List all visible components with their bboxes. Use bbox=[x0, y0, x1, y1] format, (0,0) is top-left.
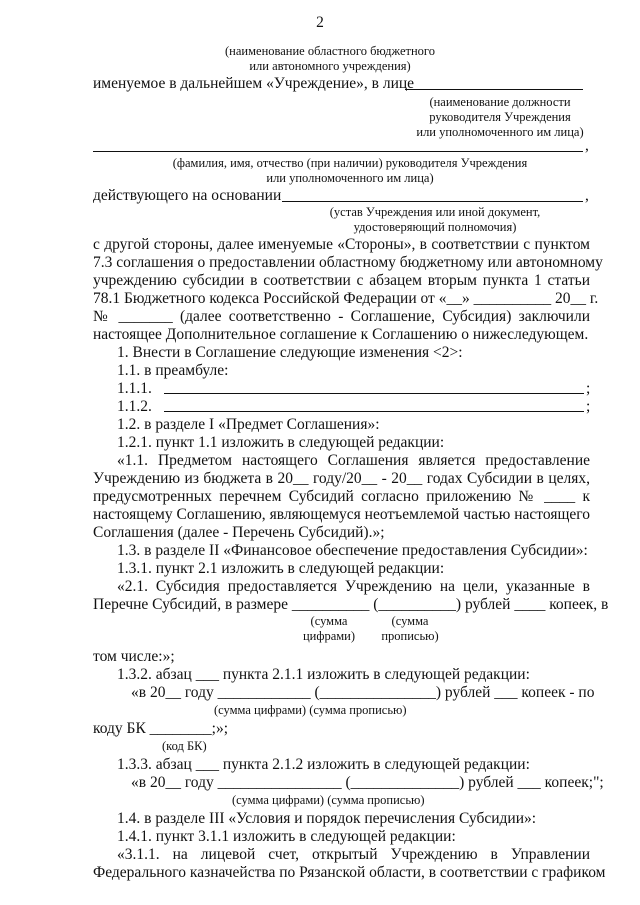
item-1-1-2-blank[interactable] bbox=[164, 411, 584, 412]
basis-blank[interactable] bbox=[282, 201, 583, 202]
item-1-3-2: 1.3.2. абзац ___ пункта 2.1.1 изложить в следующей редакции: bbox=[117, 666, 530, 683]
clause-3-1-1-line: Федерального казначейства по Рязанской области, в соответствии с графиком bbox=[93, 864, 606, 881]
position-caption-1: (наименование должности bbox=[429, 95, 571, 109]
item-1-1-1-semicolon: ; bbox=[586, 380, 591, 397]
item-1-2: 1.2. в разделе I «Предмет Соглашения»: bbox=[117, 416, 380, 433]
named-line: именуемое в дальнейшем «Учреждение», в лице bbox=[93, 75, 415, 92]
item-1-3-3-caption: (сумма цифрами) (сумма прописью) bbox=[232, 793, 425, 807]
kbk-caption: (код БК) bbox=[162, 739, 207, 753]
basis-caption-2: удостоверяющий полномочия) bbox=[353, 220, 517, 234]
item-1-1-1: 1.1.1. bbox=[117, 380, 152, 397]
fio-comma: , bbox=[585, 137, 589, 154]
clause-1-1-line: Учреждению из бюджета в 20__ году/20__ - 20__ годах Субсидии в целях, bbox=[93, 470, 590, 487]
fio-caption-1: (фамилия, имя, отчество (при наличии) руководителя Учреждения bbox=[172, 156, 528, 170]
fio-blank[interactable] bbox=[93, 151, 583, 152]
clause-1-1-line: предусмотренных перечнем Субсидий согласно приложению № ____ к bbox=[93, 488, 590, 505]
clause-1-1-line: настоящему Соглашению, являющемуся неотъемлемой частью настоящего bbox=[93, 506, 590, 523]
item-1-4-1: 1.4.1. пункт 3.1.1 изложить в следующей редакции: bbox=[117, 828, 456, 845]
item-1: 1. Внести в Соглашение следующие изменения <2>: bbox=[117, 344, 463, 361]
item-1-1-1-blank[interactable] bbox=[164, 393, 584, 394]
clause-1-1-line: «1.1. Предметом настоящего Соглашения является предоставление bbox=[117, 452, 590, 469]
page-number: 2 bbox=[316, 14, 324, 31]
item-1-3: 1.3. в разделе II «Финансовое обеспечение предоставления Субсидии»: bbox=[117, 542, 588, 559]
item-1-3-3: 1.3.3. абзац ___ пункта 2.1.2 изложить в следующей редакции: bbox=[117, 756, 530, 773]
clause-1-1-line: Соглашения (далее - Перечень Субсидий).»; bbox=[93, 524, 385, 541]
position-caption-3: или уполномоченного им лица) bbox=[416, 125, 584, 139]
item-1-1-2: 1.1.2. bbox=[117, 398, 152, 415]
preamble-line: 78.1 Бюджетного кодекса Российской Федерации от «__» __________ 20__ г. bbox=[93, 290, 599, 307]
item-1-4: 1.4. в разделе III «Условия и порядок перечисления Субсидии»: bbox=[117, 810, 537, 827]
amount-words-caption-2: прописью) bbox=[381, 629, 439, 643]
preamble-line: настоящее Дополнительное соглашение к Соглашению о нижеследующем. bbox=[93, 326, 589, 343]
clause-2-1-line: Перечне Субсидий, в размере __________ (__________) рублей ____ копеек, в bbox=[93, 596, 609, 613]
item-1-3-2-text: «в 20__ году ____________ (_______________) рублей ___ копеек - по bbox=[131, 684, 595, 701]
preamble-line: № _______ (далее соответственно - Соглашение, Субсидия) заключили bbox=[93, 308, 590, 325]
preamble-line: с другой стороны, далее именуемые «Стороны», в соответствии с пунктом bbox=[93, 236, 590, 253]
amount-words-caption-1: (сумма bbox=[391, 614, 429, 628]
item-1-2-1: 1.2.1. пункт 1.1 изложить в следующей редакции: bbox=[117, 434, 445, 451]
kbk-line: коду БК ________;»; bbox=[93, 720, 229, 737]
position-caption-2: руководителя Учреждения bbox=[429, 110, 571, 124]
basis-comma: , bbox=[585, 187, 589, 204]
preamble-line: 7.3 соглашения о предоставлении областному бюджетному или автономному bbox=[93, 254, 603, 271]
header-caption-2: или автономного учреждения) bbox=[249, 59, 411, 73]
item-1-1: 1.1. в преамбуле: bbox=[117, 362, 229, 379]
acting-line: действующего на основании bbox=[93, 187, 282, 204]
clause-2-1-line: «2.1. Субсидия предоставляется Учреждению на цели, указанные в bbox=[117, 578, 590, 595]
item-1-1-2-semicolon: ; bbox=[586, 398, 591, 415]
header-caption-1: (наименование областного бюджетного bbox=[225, 44, 435, 58]
basis-caption-1: (устав Учреждения или иной документ, bbox=[329, 205, 541, 219]
amount-digits-caption-1: (сумма bbox=[310, 614, 348, 628]
amount-digits-caption-2: цифрами) bbox=[302, 629, 356, 643]
in-total-line: том числе:»; bbox=[93, 648, 175, 665]
item-1-3-3-text: «в 20__ году ________________ (______________) рублей ___ копеек;"; bbox=[131, 774, 604, 791]
clause-3-1-1-line: «3.1.1. на лицевой счет, открытый Учреждению в Управлении bbox=[117, 846, 590, 863]
preamble-line: учреждению субсидии в соответствии с абзацем вторым пункта 1 статьи bbox=[93, 272, 590, 289]
fio-caption-2: или уполномоченного им лица) bbox=[266, 171, 434, 185]
position-blank[interactable] bbox=[405, 89, 583, 90]
item-1-3-2-caption: (сумма цифрами) (сумма прописью) bbox=[214, 703, 407, 717]
item-1-3-1: 1.3.1. пункт 2.1 изложить в следующей редакции: bbox=[117, 560, 445, 577]
